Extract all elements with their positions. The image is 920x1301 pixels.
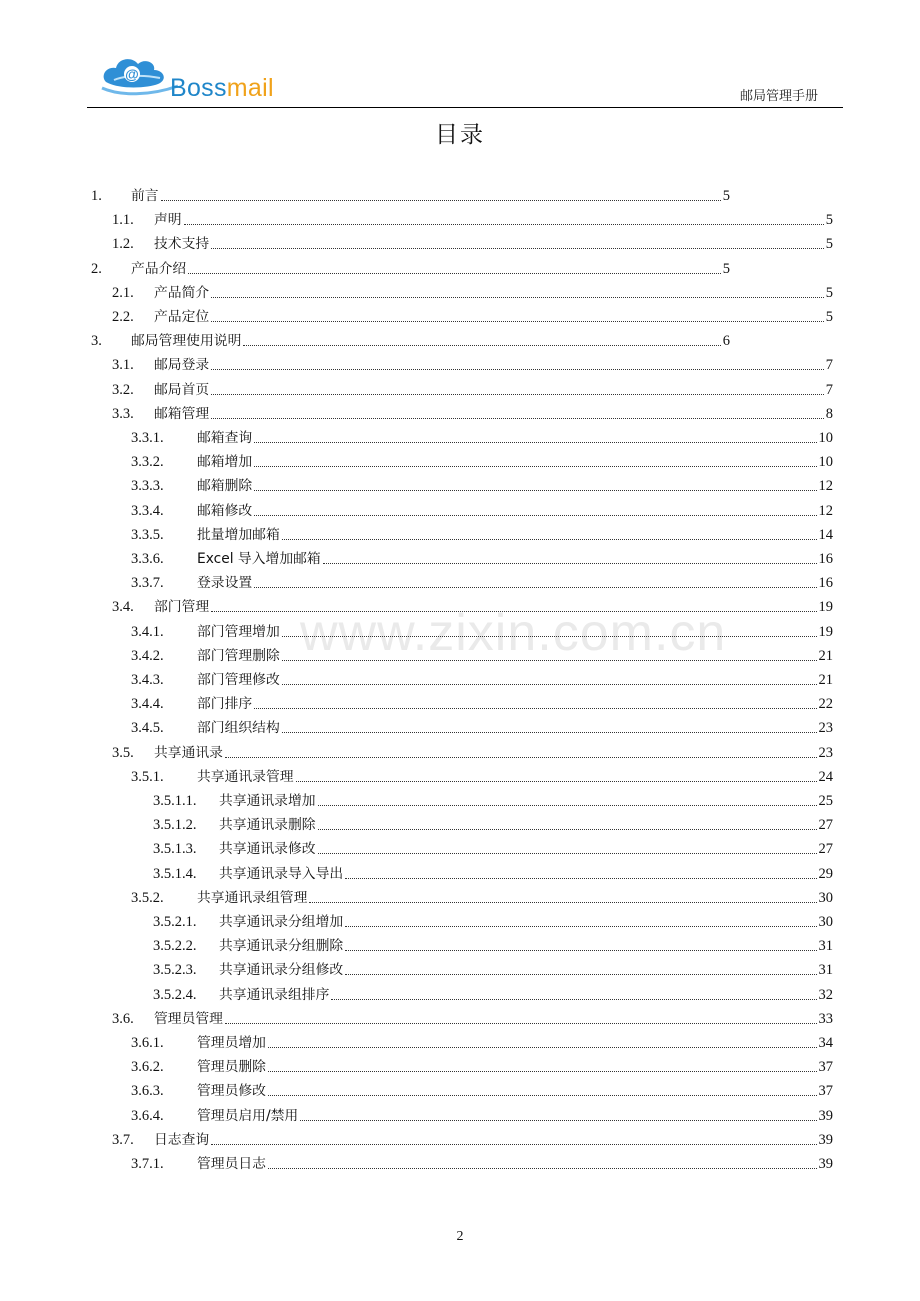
toc-entry-number: 3.5.1.1.: [153, 793, 197, 809]
toc-entry-page: 34: [818, 1035, 833, 1051]
toc-entry-label: 登录设置: [197, 575, 253, 592]
toc-entry[interactable]: [131, 765, 833, 787]
toc-entry[interactable]: [131, 499, 833, 521]
toc-entry-label: 共享通讯录组管理: [197, 889, 308, 906]
toc-entry-page: 23: [818, 744, 833, 761]
toc-entry-number: 3.4.2.: [131, 647, 164, 664]
toc-entry[interactable]: [131, 450, 833, 472]
toc-entry-number: 3.6.3.: [131, 1083, 164, 1100]
toc-leader-dots: [282, 732, 817, 733]
toc-entry-number: 3.5.2.1.: [153, 914, 197, 930]
toc-leader-dots: [345, 926, 816, 927]
toc-entry-page: 5: [825, 236, 833, 253]
toc-heading: 目录: [435, 122, 485, 148]
toc-entry-page: 37: [818, 1083, 833, 1100]
toc-entry[interactable]: [153, 837, 833, 859]
toc-entry-number: 3.6.1.: [131, 1035, 164, 1051]
toc-leader-dots: [254, 708, 816, 709]
toc-leader-dots: [211, 369, 824, 370]
toc-entry-page: 32: [818, 986, 833, 1003]
toc-leader-dots: [211, 248, 824, 249]
toc-entry[interactable]: [112, 232, 833, 254]
svg-text:@: @: [125, 66, 139, 82]
toc-entry-page: 27: [818, 841, 833, 858]
toc-leader-dots: [225, 1023, 817, 1024]
toc-entry[interactable]: [153, 958, 833, 980]
toc-entry[interactable]: [112, 378, 833, 400]
toc-entry-page: 30: [818, 889, 833, 906]
toc-entry-page: 21: [818, 672, 833, 688]
toc-entry-number: 3.5.: [112, 744, 134, 761]
toc-entry-page: 39: [818, 1107, 833, 1124]
toc-entry-page: 16: [818, 551, 833, 567]
toc-leader-dots: [282, 660, 817, 661]
toc-entry-label: 共享通讯录组排序: [219, 986, 330, 1003]
toc-leader-dots: [161, 200, 721, 201]
toc-entry-number: 2.1.: [112, 284, 134, 301]
toc-entry-page: 16: [818, 575, 833, 592]
toc-entry[interactable]: [112, 1128, 833, 1150]
toc-entry[interactable]: [131, 692, 833, 714]
toc-leader-dots: [282, 636, 817, 637]
toc-leader-dots: [254, 466, 816, 467]
toc-entry-number: 3.1.: [112, 357, 134, 374]
toc-leader-dots: [282, 539, 817, 540]
toc-leader-dots: [282, 684, 817, 685]
toc-entry-page: 30: [818, 914, 833, 930]
toc-entry-number: 3.4.4.: [131, 696, 164, 713]
toc-entry-page: 6: [722, 333, 730, 350]
toc-entry-page: 24: [818, 768, 833, 785]
toc-entry[interactable]: [153, 934, 833, 956]
toc-entry[interactable]: [131, 474, 833, 496]
logo-text-boss: Boss: [170, 74, 227, 102]
toc-entry-page: 10: [818, 430, 833, 446]
toc-entry-label: 管理员日志: [197, 1156, 266, 1172]
toc-entry-page: 25: [818, 793, 833, 809]
toc-entry-number: 2.: [91, 260, 102, 277]
toc-entry[interactable]: [131, 1079, 833, 1101]
toc-entry-page: 33: [818, 1010, 833, 1027]
toc-entry[interactable]: [153, 813, 833, 835]
toc-entry-page: 19: [818, 599, 833, 616]
toc-leader-dots: [211, 321, 824, 322]
toc-leader-dots: [300, 1120, 816, 1121]
toc-entry-number: 3.6.4.: [131, 1107, 164, 1124]
toc-entry-label: 管理员增加: [197, 1035, 266, 1051]
toc-entry-label: 共享通讯录删除: [219, 817, 316, 834]
toc-leader-dots: [254, 515, 816, 516]
toc-entry-number: 3.5.2.4.: [153, 986, 197, 1003]
toc-entry-number: 3.5.1.2.: [153, 817, 197, 834]
toc-entry[interactable]: [112, 595, 833, 617]
toc-entry[interactable]: [131, 644, 833, 666]
toc-entry-label: 产品定位: [154, 309, 210, 325]
toc-entry[interactable]: [131, 1104, 833, 1126]
toc-entry-page: 14: [818, 526, 833, 543]
toc-entry-label: 声明: [154, 212, 182, 229]
toc-entry-page: 5: [722, 188, 730, 204]
toc-entry[interactable]: [131, 1031, 833, 1053]
toc-entry-number: 3.3.1.: [131, 430, 164, 446]
toc-leader-dots: [243, 345, 720, 346]
toc-entry-number: 3.4.: [112, 599, 134, 616]
toc-leader-dots: [268, 1095, 817, 1096]
toc-entry-label: 管理员启用/禁用: [197, 1107, 299, 1124]
toc-entry-label: 邮箱删除: [197, 478, 253, 495]
toc-entry-page: 39: [818, 1156, 833, 1172]
toc-entry-page: 8: [825, 405, 833, 422]
toc-leader-dots: [184, 224, 824, 225]
toc-entry-label: 共享通讯录分组删除: [219, 938, 344, 955]
toc-entry-label: 邮箱管理: [154, 405, 210, 422]
toc-entry-label: 产品介绍: [131, 260, 187, 277]
toc-entry-label: 管理员管理: [154, 1010, 223, 1027]
toc-entry[interactable]: [91, 329, 730, 351]
toc-leader-dots: [211, 418, 824, 419]
toc-entry-number: 3.5.2.: [131, 889, 164, 906]
toc-entry[interactable]: [131, 426, 833, 448]
toc-entry[interactable]: [112, 402, 833, 424]
toc-entry[interactable]: [91, 184, 730, 206]
toc-entry-label: 邮箱修改: [197, 502, 253, 519]
toc-entry[interactable]: [153, 862, 833, 884]
toc-leader-dots: [211, 394, 824, 395]
toc-entry[interactable]: [112, 1007, 833, 1029]
toc-leader-dots: [211, 1144, 816, 1145]
toc-leader-dots: [268, 1071, 817, 1072]
toc-leader-dots: [309, 902, 816, 903]
bossmail-logo: [100, 52, 290, 108]
toc-entry-label: Excel 导入增加邮箱: [197, 551, 321, 567]
toc-entry-page: 27: [818, 817, 833, 834]
toc-entry-page: 21: [818, 647, 833, 664]
toc-leader-dots: [211, 297, 824, 298]
page-header: [0, 0, 920, 110]
toc-entry-label: 管理员修改: [197, 1083, 266, 1100]
toc-leader-dots: [318, 853, 817, 854]
toc-entry[interactable]: [91, 257, 730, 279]
toc-entry-number: 1.2.: [112, 236, 134, 253]
toc-leader-dots: [345, 950, 816, 951]
toc-entry-number: 3.7.: [112, 1131, 134, 1148]
toc-entry-label: 部门管理增加: [197, 623, 280, 640]
toc-entry-number: 3.: [91, 333, 102, 350]
toc-entry-label: 部门管理修改: [197, 672, 280, 688]
page-number: 2: [456, 1229, 464, 1244]
toc-entry-label: 邮局首页: [154, 381, 210, 398]
toc-entry-number: 2.2.: [112, 309, 134, 325]
toc-entry-page: 7: [825, 381, 833, 398]
toc-entry[interactable]: [112, 305, 833, 327]
toc-entry-label: 日志查询: [154, 1131, 210, 1148]
toc-leader-dots: [254, 442, 816, 443]
toc-entry-label: 共享通讯录分组增加: [219, 914, 344, 930]
toc-entry-number: 3.3.6.: [131, 551, 164, 567]
toc-entry-number: 3.2.: [112, 381, 134, 398]
toc-leader-dots: [268, 1168, 817, 1169]
toc-entry[interactable]: [112, 353, 833, 375]
toc-entry-page: 12: [818, 478, 833, 495]
toc-leader-dots: [345, 974, 816, 975]
toc-leader-dots: [254, 490, 816, 491]
toc-entry-number: 3.3.4.: [131, 502, 164, 519]
toc-entry-number: 3.3.5.: [131, 526, 164, 543]
toc-entry-number: 1.1.: [112, 212, 134, 229]
toc-entry-label: 邮箱增加: [197, 454, 253, 471]
toc-leader-dots: [225, 757, 817, 758]
toc-entry[interactable]: [131, 1152, 833, 1174]
toc-entry-label: 产品简介: [154, 284, 210, 301]
toc-entry[interactable]: [131, 1055, 833, 1077]
toc-entry-number: 3.5.1.: [131, 768, 164, 785]
toc-leader-dots: [345, 878, 816, 879]
toc-entry-label: 批量增加邮箱: [197, 526, 280, 543]
toc-entry-page: 7: [825, 357, 833, 374]
toc-entry-page: 5: [825, 284, 833, 301]
toc-entry-page: 22: [818, 696, 833, 713]
toc-leader-dots: [296, 781, 817, 782]
toc-entry-page: 5: [825, 212, 833, 229]
toc-entry-number: 3.5.2.2.: [153, 938, 197, 955]
toc-entry-number: 3.5.1.3.: [153, 841, 197, 858]
toc-leader-dots: [318, 829, 817, 830]
toc-entry-number: 3.4.3.: [131, 672, 164, 688]
toc-entry-page: 5: [722, 260, 730, 277]
toc-entry-number: 3.6.2.: [131, 1059, 164, 1076]
toc-entry-number: 3.4.5.: [131, 720, 164, 737]
toc-entry-page: 31: [818, 962, 833, 979]
toc-entry-label: 共享通讯录分组修改: [219, 962, 344, 979]
header-divider: [87, 107, 843, 108]
toc-entry[interactable]: [131, 886, 833, 908]
toc-entry-number: 3.5.2.3.: [153, 962, 197, 979]
toc-leader-dots: [323, 563, 817, 564]
toc-entry-label: 部门管理: [154, 599, 210, 616]
toc-entry-page: 31: [818, 938, 833, 955]
toc-entry[interactable]: [131, 571, 833, 593]
logo-text-mail: mail: [226, 74, 274, 102]
toc-entry-number: 3.4.1.: [131, 623, 164, 640]
toc-entry-number: 3.3.: [112, 405, 134, 422]
toc-entry[interactable]: [153, 983, 833, 1005]
toc-entry-label: 共享通讯录修改: [219, 841, 316, 858]
toc-entry[interactable]: [131, 620, 833, 642]
toc-entry-label: 前言: [131, 188, 159, 204]
toc-entry-page: 19: [818, 623, 833, 640]
toc-entry[interactable]: [153, 789, 833, 811]
toc-entry-page: 23: [818, 720, 833, 737]
toc-entry-page: 12: [818, 502, 833, 519]
toc-entry-page: 37: [818, 1059, 833, 1076]
document-title: 邮局管理手册: [739, 89, 818, 104]
cloud-at-icon: [100, 52, 180, 100]
toc-entry-number: 3.3.7.: [131, 575, 164, 592]
watermark: www.zixin.com.cn: [300, 604, 727, 662]
toc-entry-label: 部门组织结构: [197, 720, 280, 737]
toc-entry-label: 邮局管理使用说明: [131, 333, 242, 350]
toc-entry[interactable]: [131, 716, 833, 738]
toc-entry[interactable]: [112, 741, 833, 763]
toc-entry-number: 3.3.3.: [131, 478, 164, 495]
toc-entry[interactable]: [112, 208, 833, 230]
toc-leader-dots: [318, 805, 817, 806]
toc-entry-page: 39: [818, 1131, 833, 1148]
toc-entry-number: 3.7.1.: [131, 1156, 164, 1172]
toc-entry-label: 共享通讯录管理: [197, 768, 294, 785]
toc-entry-number: 3.3.2.: [131, 454, 164, 471]
toc-entry-label: 共享通讯录增加: [219, 793, 316, 809]
toc-entry-page: 29: [818, 865, 833, 882]
toc-entry-label: 共享通讯录导入导出: [219, 865, 344, 882]
toc-entry-label: 邮箱查询: [197, 430, 253, 446]
toc-entry[interactable]: [112, 281, 833, 303]
toc-leader-dots: [268, 1047, 817, 1048]
toc-entry-number: 1.: [91, 188, 102, 204]
toc-entry[interactable]: [153, 910, 833, 932]
toc-entry-label: 管理员删除: [197, 1059, 266, 1076]
toc-entry-label: 部门排序: [197, 696, 253, 713]
toc-leader-dots: [188, 273, 721, 274]
toc-entry-label: 邮局登录: [154, 357, 210, 374]
toc-leader-dots: [331, 999, 816, 1000]
toc-entry-label: 技术支持: [154, 236, 210, 253]
toc-leader-dots: [211, 611, 816, 612]
toc-entry[interactable]: [131, 668, 833, 690]
toc-entry-label: 共享通讯录: [154, 744, 223, 761]
toc-entry[interactable]: [131, 547, 833, 569]
toc-leader-dots: [254, 587, 816, 588]
toc-entry[interactable]: [131, 523, 833, 545]
toc-entry-label: 部门管理删除: [197, 647, 280, 664]
toc-entry-number: 3.5.1.4.: [153, 865, 197, 882]
toc-entry-number: 3.6.: [112, 1010, 134, 1027]
toc-entry-page: 5: [825, 309, 833, 325]
toc-entry-page: 10: [818, 454, 833, 471]
